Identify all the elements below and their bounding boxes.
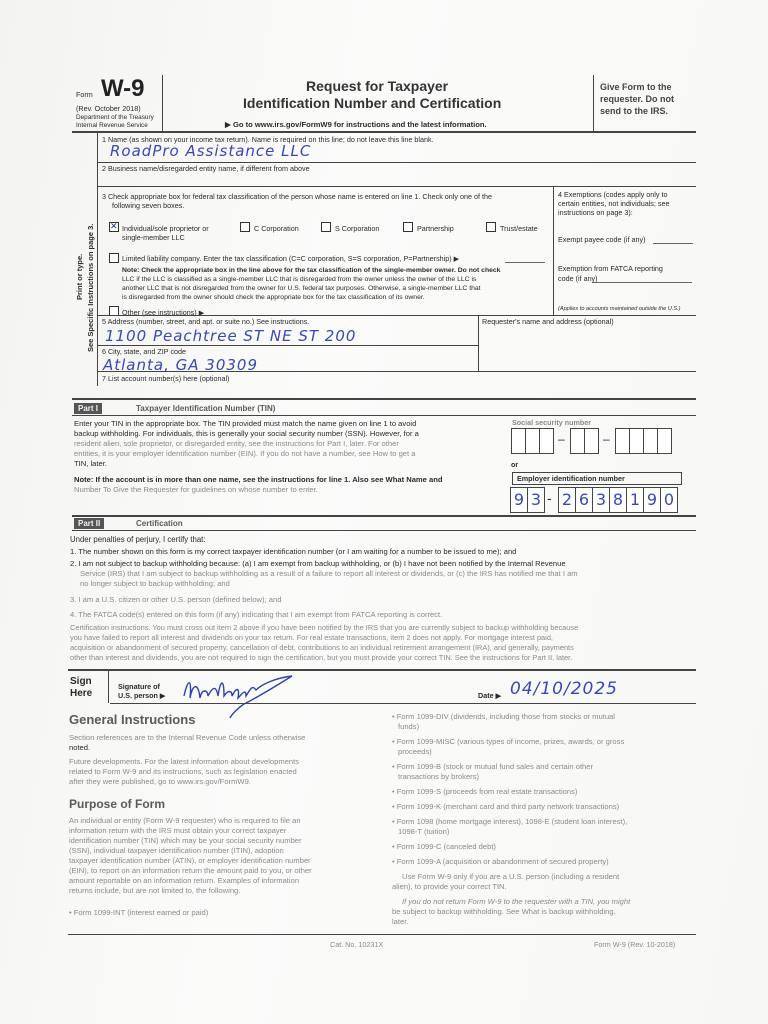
exempt-payee-label: Exempt payee code (if any) <box>558 235 646 244</box>
right-col-r3b: transactions by brokers) <box>398 772 480 781</box>
part1-text-3: resident alien, sole proprietor, or disregarded entity, see the instructions for Part I, later. For other <box>74 439 399 448</box>
purpose-line-4: (SSN), individual taxpayer identification number (ITIN), adoption <box>69 846 284 855</box>
purpose-line-1: An individual or entity (Form W-9 requester) who is required to file an <box>69 816 301 825</box>
requester-divider <box>478 316 479 371</box>
right-col-r10b: be subject to backup withholding. See What is backup withholding, <box>392 907 616 916</box>
header-bottom-rule <box>72 131 696 133</box>
right-col-r2b: proceeds) <box>398 747 432 756</box>
purpose-line-5: taxpayer identification number (ATIN), or employer identification number <box>69 856 311 865</box>
ein-digit[interactable]: 3 <box>527 487 545 513</box>
general-p2b: related to Form W-9 and its instructions, such as legislation enacted <box>69 767 297 776</box>
department: Department of the Treasury <box>76 114 154 121</box>
ein-digit[interactable]: 9 <box>510 487 528 513</box>
exemptions-label-3: instructions on page 3): <box>558 208 633 217</box>
footer-form-id: Form W-9 (Rev. 10-2018) <box>594 940 676 949</box>
ssn-digit-box[interactable] <box>615 428 630 454</box>
part2-title: Certification <box>136 519 183 528</box>
right-col-r3: • Form 1099-B (stock or mutual fund sales and certain other <box>392 762 594 771</box>
exemptions-label-2: certain entities, not individuals; see <box>558 199 670 208</box>
line1-rule <box>98 162 696 163</box>
ein-digit[interactable]: 9 <box>643 487 661 513</box>
ein-dash: - <box>547 490 552 506</box>
ssn-dash: – <box>558 432 565 446</box>
ssn-digit-box[interactable] <box>657 428 672 454</box>
right-col-r1b: funds) <box>398 722 420 731</box>
purpose-title: Purpose of Form <box>69 797 166 811</box>
cert-item-3: 3. I am a U.S. citizen or other U.S. person (defined below); and <box>70 595 282 604</box>
line3-note-2: LLC if the LLC is classified as a single-member LLC that is disregarded from the owner unless the owner of the LLC is <box>122 276 477 283</box>
part2-label: Part II <box>74 518 104 529</box>
part1-text-4: entities, it is your employer identification number (EIN). If you do not have a number, see How to get a <box>74 449 416 458</box>
see-specific-instructions: See Specific Instructions on page 3. <box>86 223 95 352</box>
line3-label-b: following seven boxes. <box>112 201 185 210</box>
trust-checkbox[interactable] <box>486 222 496 232</box>
c-corp-checkbox[interactable] <box>240 222 250 232</box>
ein-digit[interactable]: 1 <box>626 487 644 513</box>
header-divider-right <box>593 75 594 132</box>
s-corp-label: S Corporation <box>335 224 380 233</box>
line5-address-value[interactable]: 1100 Peachtree ST NE ST 200 <box>105 327 357 345</box>
ein-digit[interactable]: 6 <box>575 487 593 513</box>
line6-label: 6 City, state, and ZIP code <box>102 347 187 356</box>
part2-rule <box>72 530 696 531</box>
ein-label: Employer identification number <box>512 472 682 485</box>
signature-label-2: U.S. person ▶ <box>118 691 166 700</box>
ssn-digit-box[interactable] <box>570 428 585 454</box>
line6-rule <box>98 371 696 372</box>
ein-digit[interactable]: 8 <box>609 487 627 513</box>
part1-note-1: Note: If the account is in more than one name, see the instructions for line 1. Also see What Name and <box>74 475 443 484</box>
general-p1a: Section references are to the Internal Revenue Code unless otherwise <box>69 733 306 742</box>
part2-bottom-rule <box>68 669 696 671</box>
exemptions-label-1: 4 Exemptions (codes apply only to <box>558 190 668 199</box>
right-col-r1: • Form 1099-DIV (dividends, including those from stocks or mutual <box>392 712 615 721</box>
part1-rule <box>72 415 696 416</box>
general-p2a: Future developments. For the latest information about developments <box>69 757 300 766</box>
right-col-r7: • Form 1099-C (canceled debt) <box>392 842 496 851</box>
form-title-line1: Request for Taxpayer <box>306 78 449 94</box>
ein-digit[interactable]: 3 <box>592 487 610 513</box>
llc-label: Limited liability company. Enter the tax classification (C=C corporation, S=S corporation, P=Partnership) ▶ <box>122 254 460 263</box>
part1-note-2: Number To Give the Requester for guidelines on whose number to enter. <box>74 485 318 494</box>
purpose-line-6: (EIN), to report on an information return the amount paid to you, or other <box>69 866 312 875</box>
ssn-digit-box[interactable] <box>629 428 644 454</box>
print-or-type: Print or type. <box>75 253 84 300</box>
date-label: Date ▶ <box>478 691 502 700</box>
general-p2c: after they were published, go to www.irs.gov/FormW9. <box>69 777 251 786</box>
c-corp-label: C Corporation <box>254 224 299 233</box>
irs-name: Internal Revenue Service <box>76 122 148 129</box>
purpose-line-3: identification number (TIN) which may be your social security number <box>69 836 302 845</box>
general-p1b: noted. <box>69 743 91 752</box>
individual-label-b: single-member LLC <box>122 233 185 242</box>
line7-rule <box>72 398 696 400</box>
purpose-line-9: • Form 1099-INT (interest earned or paid) <box>69 908 209 917</box>
sign-divider <box>108 671 109 703</box>
signature-scribble[interactable] <box>180 668 310 724</box>
line1-label: 1 Name (as shown on your income tax return). Name is required on this line; do not leave this line blank. <box>102 135 434 144</box>
line6-city-value[interactable]: Atlanta, GA 30309 <box>103 356 258 374</box>
partnership-label: Partnership <box>417 224 454 233</box>
purpose-line-2: information return with the IRS must obtain your correct taxpayer <box>69 826 287 835</box>
right-col-r8: • Form 1099-A (acquisition or abandonment of secured property) <box>392 857 609 866</box>
ssn-dash: – <box>603 432 610 446</box>
form-word: Form <box>76 90 93 99</box>
fatca-label-2: code (if any) <box>558 274 598 283</box>
right-col-r6: • Form 1098 (home mortgage interest), 1098-E (student loan interest), <box>392 817 628 826</box>
right-col-r6b: 1098-T (tuition) <box>398 827 450 836</box>
give-form-note: Give Form to the requester. Do not send to the IRS. <box>600 82 675 116</box>
fatca-applies-note: (Applies to accounts maintained outside the U.S.) <box>558 306 681 312</box>
general-instructions-title: General Instructions <box>69 712 196 727</box>
ssn-digit-box[interactable] <box>511 428 526 454</box>
line3-note-4: is disregarded from the owner should check the appropriate box for the tax classification of its owner. <box>122 294 425 301</box>
exemptions-divider <box>553 187 554 315</box>
right-col-r9b: alien), to provide your correct TIN. <box>392 882 507 891</box>
part1-title: Taxpayer Identification Number (TIN) <box>136 404 276 413</box>
ssn-digit-box[interactable] <box>539 428 554 454</box>
line5-rule <box>98 345 478 346</box>
part1-text-1: Enter your TIN in the appropriate box. The TIN provided must match the name given on line 1 to avoid <box>74 419 417 428</box>
form-revision: (Rev. October 2018) <box>76 104 141 113</box>
right-col-r10a: If you do not return Form W-9 to the requester with a TIN, you might <box>402 897 631 906</box>
fatca-label-1: Exemption from FATCA reporting <box>558 264 663 273</box>
exempt-payee-field[interactable] <box>653 243 693 244</box>
partnership-checkbox[interactable] <box>403 222 413 232</box>
s-corp-checkbox[interactable] <box>321 222 331 232</box>
right-col-r4: • Form 1099-S (proceeds from real estate transactions) <box>392 787 578 796</box>
line5-label: 5 Address (number, street, and apt. or suite no.) See instructions. <box>102 317 310 326</box>
cert-instructions-4: other than interest and dividends, you are not required to sign the certification, but you must provide your correct TIN. See the instructions for Part II, later. <box>70 653 573 662</box>
cert-item-1: 1. The number shown on this form is my correct taxpayer identification number (or I am waiting for a number to be issued to me); and <box>70 547 517 556</box>
line3-note-1: Note: Check the appropriate box in the line above for the tax classification of the single-member owner. Do not check <box>122 267 501 274</box>
llc-classification-field[interactable] <box>505 262 545 263</box>
right-col-r5: • Form 1099-K (merchant card and third party network transactions) <box>392 802 620 811</box>
part1-bottom-rule <box>72 515 696 517</box>
ssn-digit-box[interactable] <box>584 428 599 454</box>
goto-instructions: ▶ Go to www.irs.gov/FormW9 for instructions and the latest information. <box>225 120 487 129</box>
date-value[interactable]: 04/10/2025 <box>510 679 618 699</box>
line3-rule <box>98 315 696 316</box>
catalog-number: Cat. No. 10231X <box>330 940 384 949</box>
line3-note-3: another LLC that is not disregarded from the owner for U.S. federal tax purposes. Otherwise, a single-member LLC that <box>122 285 481 292</box>
footer-rule <box>68 934 696 935</box>
right-col-r2: • Form 1099-MISC (various types of income, prizes, awards, or gross <box>392 737 625 746</box>
purpose-line-8: returns include, but are not limited to, the following. <box>69 886 241 895</box>
header-divider-left <box>162 75 163 132</box>
purpose-line-7: amount reportable on an information return. Examples of information <box>69 876 300 885</box>
sign-rule <box>110 703 696 704</box>
line7-label: 7 List account number(s) here (optional) <box>102 374 230 383</box>
right-col-r10c: later. <box>392 917 409 926</box>
trust-label: Trust/estate <box>500 224 538 233</box>
requester-label: Requester's name and address (optional) <box>482 317 614 326</box>
cert-item-2b: Service (IRS) that I am subject to backup withholding as a result of a failure to report all interest or dividends, or (c) the IRS has notified me that I am <box>80 569 578 578</box>
llc-checkbox[interactable] <box>109 253 119 263</box>
line1-name-value[interactable]: RoadPro Assistance LLC <box>110 142 312 160</box>
cert-item-2a: 2. I am not subject to backup withholding because: (a) I am exempt from backup withholding, or (b) I have not been notified by the Internal Revenue <box>70 559 566 568</box>
or-label: or <box>511 460 519 469</box>
cert-instructions-3: acquisition or abandonment of secured property, cancellation of debt, contributions to an individual retirement arrangement (IRA), and generally, payments <box>70 643 574 652</box>
individual-label: Individual/sole proprietor or <box>122 224 209 233</box>
cert-intro: Under penalties of perjury, I certify that: <box>70 535 206 544</box>
ssn-label: Social security number <box>512 418 592 427</box>
ein-digit[interactable]: 2 <box>558 487 576 513</box>
signature-label-1: Signature of <box>118 682 160 691</box>
sign-here-2: Here <box>70 688 93 699</box>
cert-instructions-2: you have failed to report all interest and dividends on your tax return. For real estate transactions, item 2 does not apply. For mortgage interest paid, <box>70 633 553 642</box>
line2-label: 2 Business name/disregarded entity name, if different from above <box>102 164 310 173</box>
cert-instructions-1: Certification instructions. You must cross out item 2 above if you have been notified by the IRS that you are currently subject to backup withholding because <box>70 623 579 632</box>
line2-rule <box>98 186 696 187</box>
part1-text-2: backup withholding. For individuals, this is generally your social security number (SSN). However, for a <box>74 429 419 438</box>
other-label: Other (see instructions) ▶ <box>122 308 205 317</box>
right-col-r9a: Use Form W-9 only if you are a U.S. person (including a resident <box>402 872 620 881</box>
ssn-digit-box[interactable] <box>643 428 658 454</box>
sign-here-1: Sign <box>70 676 92 687</box>
line3-label-a: 3 Check appropriate box for federal tax classification of the person whose name is entered on line 1. Check only one of the <box>102 192 492 201</box>
ssn-digit-box[interactable] <box>525 428 540 454</box>
individual-checkbox[interactable] <box>109 222 119 232</box>
cert-item-2c: no longer subject to backup withholding; and <box>80 579 230 588</box>
ein-digit[interactable]: 0 <box>660 487 678 513</box>
side-divider <box>97 133 98 386</box>
fatca-field[interactable] <box>592 282 692 283</box>
part1-label: Part I <box>74 403 102 414</box>
cert-item-4: 4. The FATCA code(s) entered on this form (if any) indicating that I am exempt from FATCA reporting is correct. <box>70 610 443 619</box>
form-name: W-9 <box>101 75 145 102</box>
part1-text-5: TIN, later. <box>74 459 107 468</box>
form-title-line2: Identification Number and Certification <box>243 95 502 111</box>
